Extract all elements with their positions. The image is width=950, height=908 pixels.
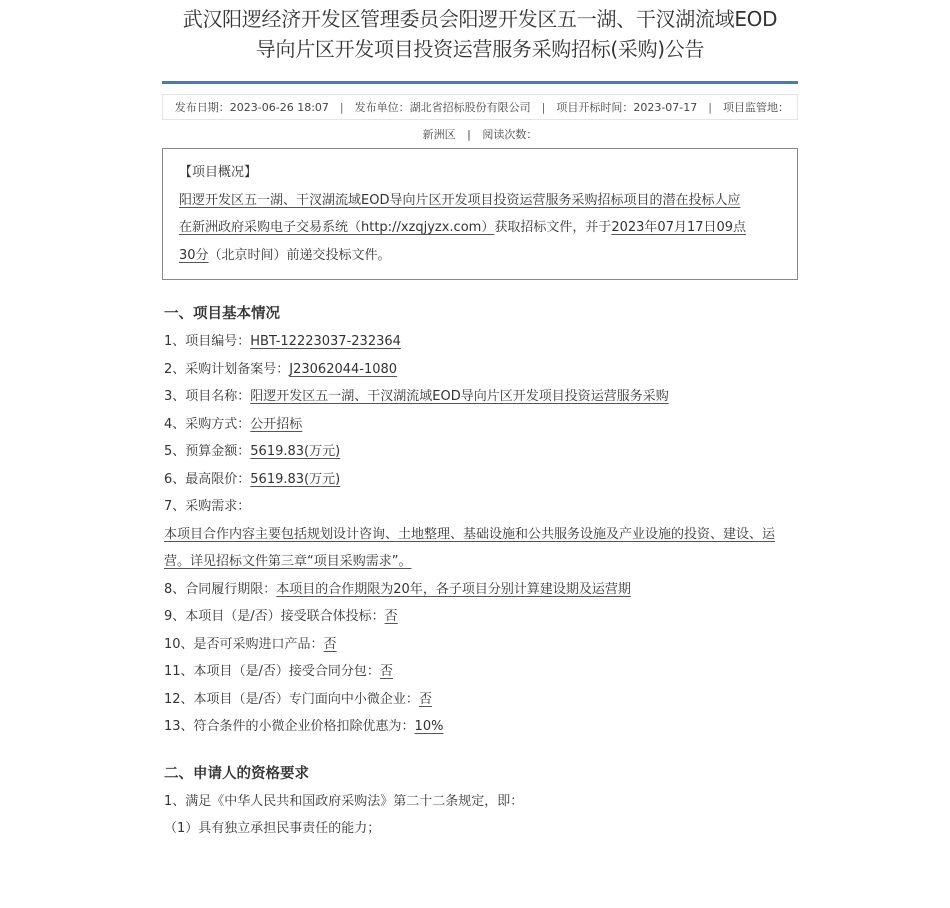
info-row-value: 否 bbox=[418, 691, 432, 707]
meta-info-line-2 bbox=[162, 124, 798, 146]
supervisor-value: 新洲区 bbox=[422, 128, 456, 141]
qualification-line-1: 1、满足《中华人民共和国政府采购法》第二十二条规定，即： bbox=[164, 793, 524, 809]
opening-time: 2023-07-17 bbox=[633, 100, 698, 114]
info-row bbox=[164, 328, 798, 356]
section-heading-qualifications: 二、申请人的资格要求 bbox=[164, 765, 309, 782]
info-row bbox=[164, 603, 798, 631]
info-row bbox=[164, 466, 798, 494]
info-row-value: 10% bbox=[414, 719, 444, 734]
info-row-value: 本项目的合作期限为20年，各子项目分别计算建设期及运营期 bbox=[276, 581, 631, 597]
info-row-value: 5619.83(万元) bbox=[250, 471, 341, 487]
publish-date: 2023-06-26 18:07 bbox=[229, 100, 329, 114]
info-row-value: 公开招标 bbox=[250, 416, 303, 432]
info-row-label: 4、采购方式： bbox=[164, 416, 251, 432]
info-row-label: 3、项目名称： bbox=[164, 389, 251, 404]
overview-deadline-date: 2023年07月17日09点 bbox=[611, 220, 747, 235]
overview-system-link: 在新洲政府采购电子交易系统（http://xzqjyzx.com） bbox=[179, 220, 495, 235]
info-row-label: 9、本项目（是/否）接受联合体投标： bbox=[164, 609, 385, 624]
info-row-label: 13、符合条件的小微企业价格扣除优惠为： bbox=[164, 719, 415, 734]
overview-deadline-time: 30分 bbox=[179, 247, 209, 263]
title-line-2: 导向片区开发项目投资运营服务采购招标(采购)公告 bbox=[255, 37, 705, 61]
info-row-value: 否 bbox=[323, 636, 337, 652]
info-row bbox=[164, 658, 798, 686]
project-overview-box bbox=[162, 148, 798, 280]
overview-text bbox=[179, 187, 783, 270]
info-row-label: 2、采购计划备案号： bbox=[164, 361, 290, 377]
publisher: 湖北省招标股份有限公司 bbox=[409, 101, 531, 114]
overview-heading: 【项目概况】 bbox=[179, 165, 258, 180]
info-row-label: 11、本项目（是/否）接受合同分包： bbox=[164, 664, 380, 679]
info-row-label: 10、是否可采购进口产品： bbox=[164, 636, 324, 652]
opening-time-label: 项目开标时间： bbox=[556, 101, 634, 114]
supervisor-label: 项目监管地： bbox=[723, 101, 789, 114]
qualification-line-2: （1）具有独立承担民事责任的能力； bbox=[164, 821, 381, 836]
info-row bbox=[164, 438, 798, 466]
publisher-label: 发布单位： bbox=[354, 101, 410, 114]
overview-line-1: 阳逻开发区五一湖、干汊湖流域EOD导向片区开发项目投资运营服务采购招标项目的潜在投标人应 bbox=[179, 192, 741, 208]
title-divider bbox=[162, 81, 798, 84]
meta-separator: | bbox=[339, 100, 344, 114]
overview-line-3-text: （北京时间）前递交投标文件。 bbox=[208, 247, 391, 263]
info-row-label: 8、合同履行期限： bbox=[164, 581, 277, 597]
info-row bbox=[164, 576, 798, 604]
title-line-1: 武汉阳逻经济开发区管理委员会阳逻开发区五一湖、干汊湖流域EOD bbox=[182, 7, 778, 31]
demand-label: 7、采购需求： bbox=[164, 499, 251, 514]
info-row-value: 阳逻开发区五一湖、干汊湖流域EOD导向片区开发项目投资运营服务采购 bbox=[250, 389, 669, 404]
info-row-label: 5、预算金额： bbox=[164, 444, 251, 459]
basic-info-list bbox=[162, 328, 798, 493]
overview-line-2-text: 获取招标文件，并于 bbox=[494, 220, 612, 235]
basic-info-list-2 bbox=[162, 576, 798, 741]
meta-separator: | bbox=[467, 128, 471, 141]
info-row-value: 否 bbox=[379, 664, 393, 679]
info-row bbox=[164, 631, 798, 659]
info-row bbox=[164, 411, 798, 439]
demand-text bbox=[164, 521, 798, 576]
meta-info-bar bbox=[162, 94, 798, 120]
info-row bbox=[164, 356, 798, 384]
info-row-value: HBT-12223037-232364 bbox=[250, 334, 401, 349]
info-row bbox=[164, 686, 798, 714]
info-row-label: 1、项目编号： bbox=[164, 334, 251, 349]
notice-container bbox=[162, 0, 798, 843]
info-row-label: 6、最高限价： bbox=[164, 471, 251, 487]
demand-text-content: 本项目合作内容主要包括规划设计咨询、土地整理、基础设施和公共服务设施及产业设施的投资、建设、运营。详见招标文件第三章“项目采购需求”。 bbox=[164, 526, 776, 569]
info-row bbox=[164, 383, 798, 411]
info-row-value: 5619.83(万元) bbox=[250, 444, 341, 459]
meta-separator: | bbox=[708, 100, 712, 114]
section-heading-basic-info: 一、项目基本情况 bbox=[164, 306, 280, 322]
page-title bbox=[162, 4, 798, 64]
info-row-value: J23062044-1080 bbox=[289, 361, 398, 377]
info-row bbox=[164, 713, 798, 741]
meta-separator: | bbox=[541, 100, 546, 114]
info-row-value: 否 bbox=[384, 609, 398, 624]
info-row-label: 12、本项目（是/否）专门面向中小微企业： bbox=[164, 691, 419, 707]
publish-date-label: 发布日期： bbox=[174, 101, 230, 114]
views-label: 阅读次数： bbox=[482, 128, 538, 141]
